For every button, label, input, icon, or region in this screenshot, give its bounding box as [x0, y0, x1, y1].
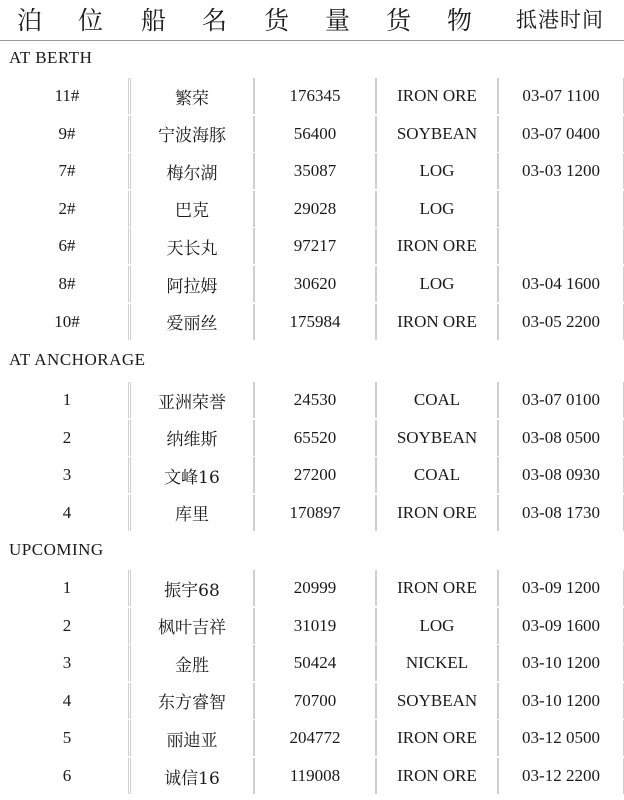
berth-cell: 3 [6, 645, 129, 681]
table-row [0, 191, 624, 229]
table-row [0, 457, 624, 495]
berth-cell: 2 [6, 420, 129, 456]
cargo-cell: LOG [376, 608, 498, 644]
quantity-cell: 31019 [254, 608, 376, 644]
cargo-cell: SOYBEAN [376, 420, 498, 456]
table-row [0, 228, 624, 266]
quantity-cell: 70700 [254, 683, 376, 719]
arrival-time-cell: 03-03 1200 [498, 153, 624, 189]
arrival-time-cell: 03-08 1730 [498, 495, 624, 531]
cargo-cell: IRON ORE [376, 78, 498, 114]
ship-name-cell: 库里 [130, 495, 254, 531]
quantity-cell: 24530 [254, 382, 376, 418]
table-row [0, 758, 624, 796]
table-row [0, 304, 624, 342]
arrival-time-cell: 03-10 1200 [498, 683, 624, 719]
quantity-cell: 97217 [254, 228, 376, 264]
ship-name-cell: 东方睿智 [130, 683, 254, 719]
ship-name-cell: 繁荣 [130, 78, 254, 114]
quantity-cell: 119008 [254, 758, 376, 794]
quantity-cell: 35087 [254, 153, 376, 189]
cargo-cell: IRON ORE [376, 570, 498, 606]
ship-name-cell: 亚洲荣誉 [130, 382, 254, 418]
berth-cell: 2# [6, 191, 129, 227]
ship-name-cell: 诚信16 [130, 758, 254, 794]
ship-name-cell: 纳维斯 [130, 420, 254, 456]
cargo-cell: LOG [376, 266, 498, 302]
table-row [0, 683, 624, 721]
berth-cell: 8# [6, 266, 129, 302]
table-row [0, 78, 624, 116]
header-divider [0, 40, 624, 41]
table-row [0, 266, 624, 304]
arrival-time-cell: 03-07 0400 [498, 116, 624, 152]
cargo-cell: COAL [376, 382, 498, 418]
arrival-time-cell: 03-12 0500 [498, 720, 624, 756]
berth-cell: 4 [6, 495, 129, 531]
header-cargo: 货 物 [386, 6, 486, 35]
table-row [0, 153, 624, 191]
arrival-time-cell: 03-07 0100 [498, 382, 624, 418]
quantity-cell: 65520 [254, 420, 376, 456]
quantity-cell: 176345 [254, 78, 376, 114]
table-row [0, 608, 624, 646]
quantity-cell: 27200 [254, 457, 376, 493]
header-berth: 泊 位 [17, 6, 117, 35]
table-row [0, 720, 624, 758]
table-row [0, 495, 624, 533]
cargo-cell: IRON ORE [376, 720, 498, 756]
cargo-cell: LOG [376, 153, 498, 189]
header-ship-name: 船 名 [141, 6, 241, 35]
quantity-cell: 30620 [254, 266, 376, 302]
ship-name-cell: 宁波海豚 [130, 116, 254, 152]
table-row [0, 420, 624, 458]
berth-cell: 7# [6, 153, 129, 189]
berth-cell: 4 [6, 683, 129, 719]
arrival-time-cell: 03-08 0930 [498, 457, 624, 493]
arrival-time-cell: 03-07 1100 [498, 78, 624, 114]
ship-name-cell: 振宇68 [130, 570, 254, 606]
quantity-cell: 56400 [254, 116, 376, 152]
berth-cell: 1 [6, 382, 129, 418]
berth-cell: 3 [6, 457, 129, 493]
quantity-cell: 20999 [254, 570, 376, 606]
ship-name-cell: 爱丽丝 [130, 304, 254, 340]
table-row [0, 382, 624, 420]
ship-name-cell: 阿拉姆 [130, 266, 254, 302]
berth-cell: 5 [6, 720, 129, 756]
arrival-time-cell: 03-09 1200 [498, 570, 624, 606]
section-title: AT ANCHORAGE [9, 350, 146, 369]
table-row [0, 116, 624, 154]
table-row [0, 645, 624, 683]
berth-cell: 11# [6, 78, 129, 114]
berth-cell: 6 [6, 758, 129, 794]
section-title: AT BERTH [9, 48, 93, 67]
ship-name-cell: 梅尔湖 [130, 153, 254, 189]
cargo-cell: LOG [376, 191, 498, 227]
quantity-cell: 50424 [254, 645, 376, 681]
section-title: UPCOMING [9, 540, 104, 559]
cargo-cell: IRON ORE [376, 228, 498, 264]
quantity-cell: 204772 [254, 720, 376, 756]
arrival-time-cell: 03-10 1200 [498, 645, 624, 681]
header-arrival-time: 抵港时间 [516, 8, 604, 32]
arrival-time-cell: 03-09 1600 [498, 608, 624, 644]
ship-name-cell: 文峰16 [130, 457, 254, 493]
arrival-time-cell: 03-08 0500 [498, 420, 624, 456]
cargo-cell: NICKEL [376, 645, 498, 681]
berth-cell: 6# [6, 228, 129, 264]
arrival-time-cell [498, 191, 624, 227]
table-row [0, 570, 624, 608]
ship-name-cell: 枫叶吉祥 [130, 608, 254, 644]
quantity-cell: 29028 [254, 191, 376, 227]
arrival-time-cell: 03-12 2200 [498, 758, 624, 794]
cargo-cell: SOYBEAN [376, 683, 498, 719]
cargo-cell: COAL [376, 457, 498, 493]
berth-cell: 1 [6, 570, 129, 606]
ship-name-cell: 天长丸 [130, 228, 254, 264]
quantity-cell: 170897 [254, 495, 376, 531]
ship-name-cell: 金胜 [130, 645, 254, 681]
berth-cell: 2 [6, 608, 129, 644]
cargo-cell: IRON ORE [376, 758, 498, 794]
arrival-time-cell: 03-04 1600 [498, 266, 624, 302]
arrival-time-cell: 03-05 2200 [498, 304, 624, 340]
berth-cell: 9# [6, 116, 129, 152]
cargo-cell: SOYBEAN [376, 116, 498, 152]
cargo-cell: IRON ORE [376, 304, 498, 340]
ship-name-cell: 丽迪亚 [130, 720, 254, 756]
quantity-cell: 175984 [254, 304, 376, 340]
arrival-time-cell [498, 228, 624, 264]
ship-name-cell: 巴克 [130, 191, 254, 227]
berth-cell: 10# [6, 304, 129, 340]
cargo-cell: IRON ORE [376, 495, 498, 531]
header-quantity: 货 量 [264, 6, 364, 35]
